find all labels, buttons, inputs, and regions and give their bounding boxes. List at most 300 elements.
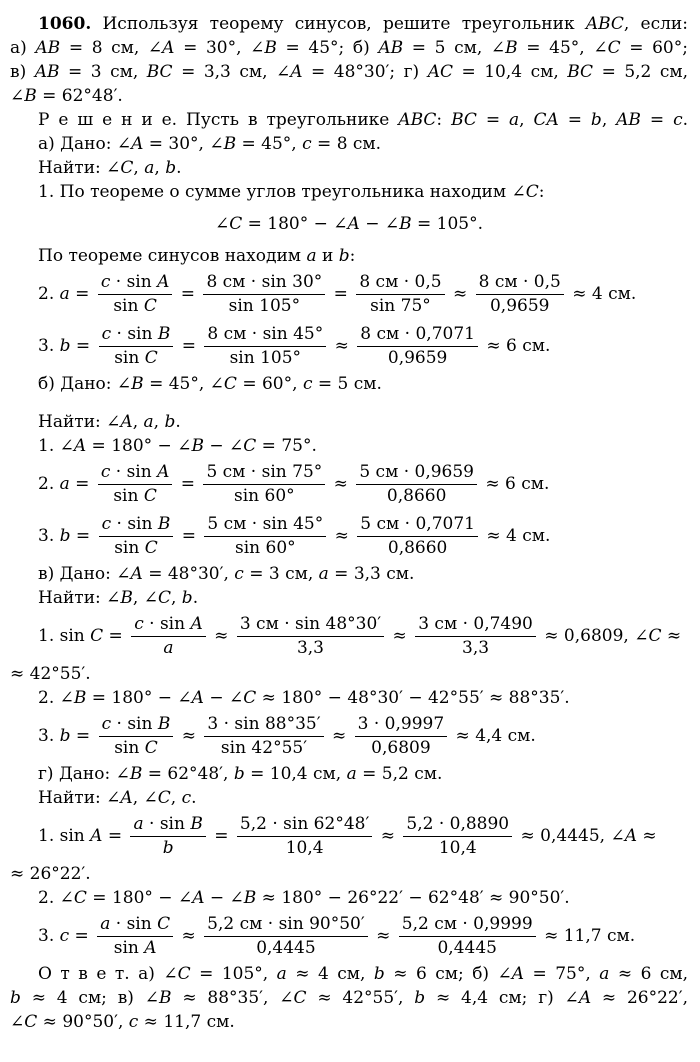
text-run: 5 см · 0,9659	[359, 461, 474, 482]
math-variable: a	[318, 564, 329, 584]
fraction-denominator	[114, 537, 158, 559]
math-variable: c	[100, 461, 111, 482]
text-run: ≈ 180° − 26°22′ − 62°48′ ≈ 90°50′.	[256, 888, 570, 908]
math-variable: c	[302, 134, 312, 154]
math-variable: a	[144, 158, 155, 178]
text-run: ≈ 180° − 48°30′ − 42°55′ ≈ 88°35′.	[256, 688, 570, 708]
fraction-numerator	[356, 462, 477, 485]
text-run: = 45°; б)	[276, 38, 379, 58]
fraction-denominator	[230, 347, 301, 369]
text-line	[10, 762, 688, 786]
text-run: − ∠	[203, 688, 244, 708]
text-line	[10, 434, 688, 458]
text-line	[10, 212, 688, 236]
text-run: :	[538, 182, 545, 202]
text-run: − ∠	[204, 888, 244, 908]
fraction	[131, 614, 206, 659]
math-variable: c	[100, 271, 111, 292]
text-run: = 48°30′,	[142, 564, 235, 584]
fraction-denominator	[163, 837, 174, 859]
math-variable: C	[143, 485, 157, 506]
math-variable: A	[90, 826, 103, 846]
text-run: Найти: ∠	[38, 412, 121, 432]
math-variable: C	[143, 295, 157, 316]
math-variable: A	[162, 38, 175, 58]
math-variable: A	[157, 271, 170, 292]
fraction-numerator	[203, 272, 325, 295]
text-run: = 10,4 см,	[452, 62, 568, 82]
text-run: =	[176, 336, 202, 356]
text-run: ,	[133, 158, 145, 178]
text-run: 3.	[38, 526, 60, 546]
text-run: 3.	[38, 926, 60, 946]
text-run: · sin	[110, 913, 158, 934]
math-variable: B	[399, 214, 412, 234]
fraction	[204, 914, 368, 959]
text-line	[10, 610, 688, 662]
text-run: sin	[114, 347, 145, 368]
fraction-numerator	[131, 614, 206, 637]
math-variable: A	[191, 688, 204, 708]
math-variable: b	[59, 526, 71, 546]
text-run: = 5,2 см,	[593, 62, 689, 82]
text-line	[10, 156, 688, 180]
text-run: · sin	[143, 813, 191, 834]
text-run: 3,3	[462, 637, 490, 658]
text-run: sin 60°	[234, 537, 296, 558]
text-run: 10,4	[438, 837, 477, 858]
fraction-numerator	[415, 614, 536, 637]
fraction-denominator	[114, 937, 157, 959]
fraction-denominator	[388, 347, 447, 369]
fraction-denominator	[114, 737, 158, 759]
text-line	[10, 12, 688, 36]
text-run: ,	[170, 788, 182, 808]
fraction-numerator	[237, 814, 372, 837]
fraction	[204, 714, 323, 759]
text-run: ,	[170, 588, 182, 608]
math-variable: B	[190, 813, 203, 834]
math-variable: b	[590, 110, 602, 130]
text-run: Найти: ∠	[38, 588, 121, 608]
text-run: 3,3	[296, 637, 324, 658]
text-run: Р е ш е н и е. Пусть в треугольнике	[38, 110, 399, 130]
text-run: = 3 см,	[59, 62, 147, 82]
text-run: 3 см · 0,7490	[418, 613, 533, 634]
text-run: = 10,4 см,	[244, 764, 347, 784]
fraction-denominator	[490, 295, 549, 317]
math-variable: a	[599, 964, 610, 984]
math-variable: B	[157, 323, 171, 344]
fraction-numerator	[399, 914, 536, 937]
fraction	[204, 514, 326, 559]
math-variable: A	[73, 436, 87, 456]
fraction-denominator	[370, 295, 431, 317]
text-run: 5 см · sin 75°	[206, 461, 323, 482]
text-run: .	[191, 788, 197, 808]
text-line	[10, 180, 688, 204]
text-run: =	[69, 926, 95, 946]
fraction-numerator	[99, 514, 174, 537]
text-run: :	[349, 246, 356, 266]
text-run: = 3,3 см, ∠	[172, 62, 291, 82]
text-run: в) Дано: ∠	[38, 564, 131, 584]
fraction	[399, 914, 536, 959]
text-run: =	[69, 474, 95, 494]
fraction-denominator	[221, 737, 307, 759]
text-run: = 60°;	[620, 38, 688, 58]
text-run: = 30°, ∠	[174, 38, 265, 58]
text-line	[10, 510, 688, 562]
text-line	[10, 132, 688, 156]
text-run: = 180° − ∠	[86, 888, 193, 908]
text-run: ≈	[329, 526, 355, 546]
math-variable: B	[120, 588, 133, 608]
math-variable: AC	[427, 62, 453, 82]
text-run: =	[70, 726, 96, 746]
text-run: 0,6809	[371, 737, 431, 758]
math-variable: b	[233, 764, 245, 784]
fraction-denominator	[113, 295, 157, 317]
text-run: ≈ 90°50′,	[37, 1012, 129, 1032]
fraction-denominator	[437, 937, 496, 959]
math-variable: C	[24, 1012, 38, 1032]
text-run: =	[103, 626, 129, 646]
text-run: Найти: ∠	[38, 788, 121, 808]
text-run: ,	[519, 110, 534, 130]
math-variable: b	[10, 988, 21, 1008]
text-run: , ∠	[132, 588, 158, 608]
math-variable: a	[133, 813, 144, 834]
math-variable: AB	[34, 62, 60, 82]
fraction-numerator	[97, 914, 173, 937]
fraction	[356, 272, 444, 317]
text-run: ≈ 4,4 см.	[450, 726, 536, 746]
text-run: =	[640, 110, 674, 130]
text-run: ≈ 26°22′.	[10, 864, 91, 884]
math-variable: ABC	[585, 14, 624, 34]
math-variable: b	[414, 988, 426, 1008]
fraction	[357, 514, 478, 559]
text-run: 5,2 см · sin 90°50′	[207, 913, 365, 934]
math-variable: BC	[451, 110, 477, 130]
math-variable: B	[505, 38, 518, 58]
math-variable: A	[130, 564, 143, 584]
math-variable: a	[509, 110, 520, 130]
math-variable: b	[162, 837, 174, 858]
text-run: · sin	[110, 271, 158, 292]
math-variable: a	[59, 284, 70, 304]
text-run: в)	[10, 62, 35, 82]
math-variable: c	[302, 374, 313, 394]
text-run: ∠	[214, 214, 230, 234]
text-run: = 5 см, ∠	[403, 38, 506, 58]
fraction-numerator	[98, 272, 173, 295]
text-run: 8 см · 0,5	[478, 271, 561, 292]
math-variable: B	[157, 513, 171, 534]
text-run: 8 см · sin 45°	[207, 323, 324, 344]
text-run: = 75°.	[256, 436, 317, 456]
text-run: .	[176, 158, 182, 178]
fraction-denominator	[114, 347, 158, 369]
text-run: ≈	[447, 284, 473, 304]
text-run: ≈	[176, 726, 202, 746]
math-variable: C	[120, 158, 134, 178]
math-variable: c	[234, 564, 244, 584]
fraction-numerator	[356, 272, 444, 295]
fraction	[97, 914, 173, 959]
math-variable: BC	[567, 62, 594, 82]
text-run: ≈ 4,4 см; г) ∠	[425, 988, 579, 1008]
text-run: = 45°, ∠	[517, 38, 608, 58]
fraction-numerator	[403, 814, 512, 837]
math-variable: c	[134, 613, 144, 634]
text-line	[10, 108, 688, 132]
math-variable: A	[120, 788, 133, 808]
fraction	[98, 462, 173, 507]
math-variable: A	[624, 826, 637, 846]
text-run: ≈ 4 см,	[286, 964, 374, 984]
text-run: = 45°, ∠	[143, 374, 224, 394]
text-run: =	[208, 826, 234, 846]
text-line	[10, 662, 688, 686]
text-run: ≈ 6 см,	[609, 964, 689, 984]
fraction-denominator	[286, 837, 324, 859]
math-variable: A	[511, 964, 525, 984]
text-run: а) Дано: ∠	[38, 134, 132, 154]
text-run: = 105°,	[190, 964, 277, 984]
fraction-denominator	[229, 295, 300, 317]
text-run: 2.	[38, 284, 60, 304]
text-run: = 8 см, ∠	[60, 38, 163, 58]
text-run: 3.	[38, 336, 60, 356]
math-variable: b	[164, 412, 176, 432]
math-variable: C	[144, 537, 158, 558]
text-run: ≈	[375, 826, 401, 846]
math-variable: A	[157, 461, 170, 482]
math-variable: A	[190, 613, 203, 634]
text-run: ,	[601, 110, 617, 130]
fraction-numerator	[98, 462, 173, 485]
text-line	[10, 910, 688, 962]
text-run: , ∠	[132, 788, 158, 808]
text-line	[10, 686, 688, 710]
text-run: 0,8660	[386, 485, 447, 506]
math-variable: AB	[35, 38, 61, 58]
math-variable: C	[229, 214, 243, 234]
text-run: г) Дано: ∠	[38, 764, 130, 784]
text-run: · sin	[111, 513, 158, 534]
math-variable: B	[24, 86, 37, 106]
text-run: = 3,3 см.	[328, 564, 415, 584]
fraction-denominator	[462, 637, 489, 659]
solution-content	[10, 12, 688, 1034]
text-run: ≈	[387, 626, 413, 646]
text-run: =	[175, 474, 201, 494]
text-line	[10, 244, 688, 268]
text-run: ≈	[176, 926, 202, 946]
fraction-numerator	[99, 324, 174, 347]
math-variable: b	[373, 964, 385, 984]
text-run: = 62°48′,	[142, 764, 234, 784]
math-variable: B	[191, 436, 204, 456]
text-run: ≈ 6 см.	[480, 474, 550, 494]
text-run: · sin	[143, 613, 191, 634]
text-run: ≈ 42°55′.	[10, 664, 91, 684]
fraction-numerator	[204, 714, 323, 737]
fraction-numerator	[204, 514, 326, 537]
text-run: sin	[113, 485, 144, 506]
math-variable: a	[346, 764, 357, 784]
text-run: .	[175, 412, 181, 432]
text-run: 0,4445	[256, 937, 316, 958]
math-variable: C	[177, 964, 191, 984]
text-run: = 48°30′; г)	[302, 62, 428, 82]
text-run: = 5,2 см.	[356, 764, 443, 784]
text-run: sin 105°	[229, 347, 302, 368]
fraction-denominator	[234, 485, 295, 507]
text-line	[10, 458, 688, 510]
text-run: и	[316, 246, 339, 266]
text-run: = 5 см.	[312, 374, 382, 394]
fraction	[99, 514, 174, 559]
fraction-denominator	[387, 485, 446, 507]
text-run: − ∠	[203, 436, 244, 456]
text-run: 0,9659	[387, 347, 448, 368]
fraction-numerator	[204, 914, 368, 937]
fraction-numerator	[130, 814, 205, 837]
text-line	[10, 786, 688, 810]
text-run: 3 · sin 88°35′	[207, 713, 321, 734]
math-variable: A	[578, 988, 592, 1008]
text-line	[10, 562, 688, 586]
math-variable: a	[59, 474, 70, 494]
text-line	[10, 862, 688, 886]
math-variable: a	[100, 913, 111, 934]
text-run: ≈	[636, 826, 657, 846]
text-run: ≈ 88°35′, ∠	[171, 988, 294, 1008]
text-run: ∠	[10, 1012, 25, 1032]
math-variable: C	[144, 347, 158, 368]
text-run: 1. По теореме о сумме углов треугольника находим ∠	[38, 182, 526, 202]
text-run: 1. sin	[38, 626, 91, 646]
math-variable: A	[290, 62, 303, 82]
text-run: ≈ 26°22′,	[591, 988, 689, 1008]
text-run: ≈ 4 см.	[480, 526, 551, 546]
text-line	[10, 710, 688, 762]
math-variable: C	[293, 988, 307, 1008]
text-run: О т в е т. а) ∠	[38, 964, 178, 984]
math-variable: B	[73, 688, 87, 708]
fraction	[403, 814, 512, 859]
fraction-numerator	[204, 324, 326, 347]
text-run: 2. ∠	[38, 888, 74, 908]
text-run: sin	[114, 737, 145, 758]
math-variable: C	[525, 182, 539, 202]
text-run: 8 см · sin 30°	[206, 271, 323, 292]
text-run: = 62°48′.	[36, 86, 123, 106]
math-variable: b	[181, 588, 193, 608]
fraction-numerator	[357, 514, 478, 537]
text-run: · sin	[111, 323, 158, 344]
fraction	[98, 272, 173, 317]
text-run: = 180° − ∠	[86, 688, 192, 708]
math-variable: B	[223, 134, 237, 154]
text-run: ,	[153, 412, 165, 432]
math-variable: ABC	[398, 110, 437, 130]
fraction	[130, 814, 205, 859]
text-run: 5,2 см · 0,9999	[401, 913, 533, 934]
text-run: ≈ 42°55′,	[306, 988, 415, 1008]
math-variable: C	[157, 588, 171, 608]
text-run: 3 · 0,9997	[357, 713, 445, 734]
text-line	[10, 1010, 688, 1034]
text-run: 1. ∠	[38, 436, 74, 456]
fraction-denominator	[113, 485, 157, 507]
text-run: =	[102, 826, 128, 846]
math-variable: C	[223, 374, 237, 394]
math-variable: B	[243, 888, 257, 908]
text-run: ≈	[326, 726, 352, 746]
text-run: ≈	[208, 626, 234, 646]
text-run: ,	[132, 412, 144, 432]
text-run: =	[69, 284, 95, 304]
text-line	[10, 886, 688, 910]
text-run: − ∠	[359, 214, 400, 234]
text-run: =	[175, 284, 201, 304]
text-line	[10, 36, 688, 60]
text-run: ∠	[10, 86, 25, 106]
text-run: = 180° − ∠	[242, 214, 348, 234]
text-run: ≈ 6 см.	[480, 336, 551, 356]
math-variable: C	[607, 38, 621, 58]
math-variable: B	[157, 713, 171, 734]
math-variable: a	[306, 246, 317, 266]
text-run: sin 60°	[234, 485, 295, 506]
fraction-denominator	[388, 537, 447, 559]
fraction	[237, 614, 384, 659]
math-variable: A	[192, 888, 205, 908]
math-variable: a	[143, 412, 154, 432]
text-run: sin 75°	[370, 295, 431, 316]
text-run: ≈ 11,7 см.	[138, 1012, 235, 1032]
math-variable: a	[163, 637, 174, 658]
text-run: =	[328, 284, 354, 304]
math-variable: c	[181, 788, 192, 808]
text-run: 0,9659	[489, 295, 550, 316]
math-variable: C	[73, 888, 87, 908]
math-variable: C	[648, 626, 662, 646]
text-run: ,	[154, 158, 166, 178]
math-variable: C	[157, 913, 171, 934]
math-variable: BC	[146, 62, 173, 82]
math-variable: A	[120, 412, 133, 432]
text-run: ≈ 0,6809, ∠	[538, 626, 649, 646]
text-run: ≈ 0,4445, ∠	[515, 826, 625, 846]
text-run: · sin	[111, 713, 158, 734]
text-run: ≈	[328, 474, 354, 494]
text-run: Используя теорему синусов, решите треугольник	[91, 14, 586, 34]
fraction-denominator	[371, 737, 430, 759]
math-variable: A	[144, 937, 157, 958]
text-run: 8 см · 0,7071	[360, 323, 475, 344]
text-run: 3 см · sin 48°30′	[239, 613, 382, 634]
math-variable: A	[131, 134, 144, 154]
text-run: .	[682, 110, 688, 130]
math-variable: B	[159, 988, 172, 1008]
fraction	[99, 714, 174, 759]
math-variable: AB	[616, 110, 641, 130]
